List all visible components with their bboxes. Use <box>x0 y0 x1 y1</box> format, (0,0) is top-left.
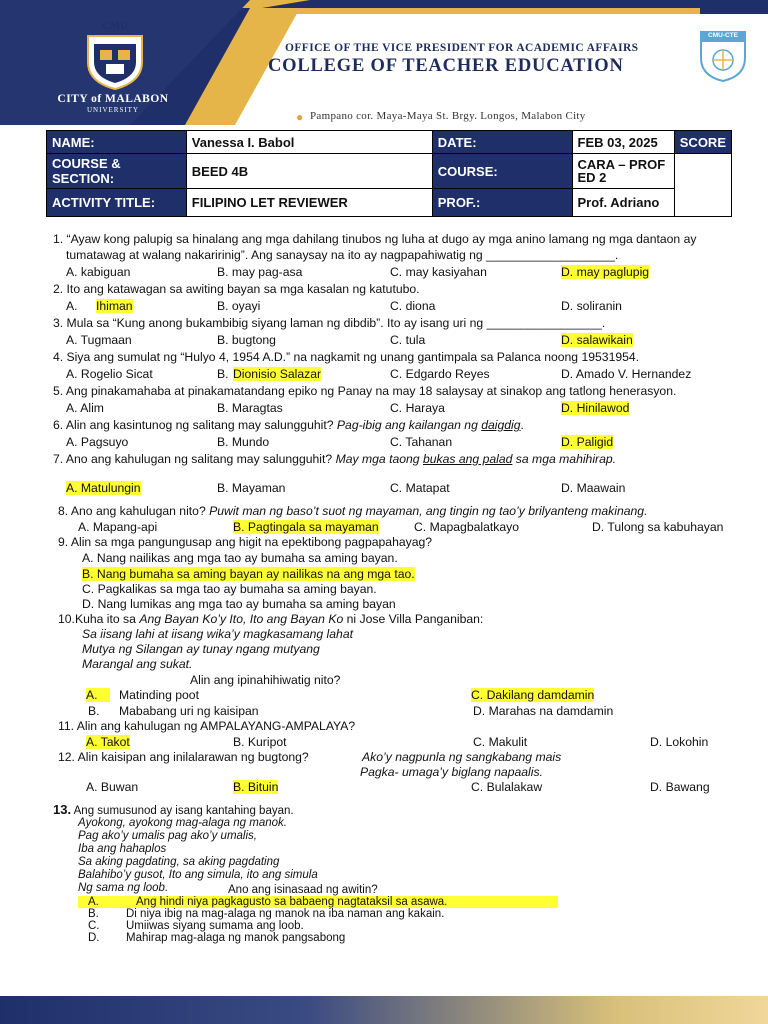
q7-prompt: 7. Ano ang kahulugan ng salitang may salungguhit? <box>53 452 336 466</box>
activity-title-label: ACTIVITY TITLE: <box>47 189 187 217</box>
college-title: COLLEGE OF TEACHER EDUCATION <box>268 56 624 76</box>
q13-option-c-letter: C. <box>88 920 100 932</box>
q1-option-b: B. may pag-asa <box>217 265 303 279</box>
q10-verse-line-2: Mutya ng Silangan ay tunay ngang mutyang <box>82 642 320 656</box>
q13-song-line-1: Ayokong, ayokong mag-alaga ng manok. <box>78 817 287 829</box>
student-info-table <box>46 130 732 217</box>
question-4-text: 4. Siya ang sumulat ng “Hulyo 4, 1954 A.D.” na nagkamit ng unang gantimpala sa Palanca noong 19531954. <box>53 350 640 364</box>
question-13-text <box>53 803 294 818</box>
q10-option-d: D. Marahas na damdamin <box>473 704 614 718</box>
q13-option-d: Mahirap mag-alaga ng manok pangsabong <box>126 932 346 944</box>
q2-option-c: C. diona <box>390 299 436 313</box>
course-value: CARA – PROF ED 2 <box>572 154 674 189</box>
question-11-text: 11. Alin ang kahulugan ng AMPALAYANG-AMPALAYA? <box>58 719 356 733</box>
q13-option-a-text: Ang hindi niya pagkagusto sa babaeng nagtataksil sa asawa. <box>136 896 448 908</box>
question-6-text: 6. Alin ang kasintunog ng salitang may salungguhit? Pag-ibig ang kailangan ng daigdig. <box>53 418 524 432</box>
q6-sentence: Pag-ibig ang kailangan ng <box>336 418 482 432</box>
q13-song-line-5: Balahibo’y gusot, Ito ang simula, ito ang simula <box>78 869 318 881</box>
q13-option-a-letter: A. <box>88 896 99 908</box>
q13-question: Ano ang isinasaad ng awitin? <box>228 884 378 896</box>
date-label: DATE: <box>432 131 572 154</box>
q8-prompt: 8. Ano ang kahulugan nito? <box>58 504 210 518</box>
q10-question: Alin ang ipinahihiwatig nito? <box>190 673 341 687</box>
q9-option-b-answer: B. Nang bumaha sa aming bayan ay nailikas na ang mga tao. <box>82 567 415 581</box>
q8-option-c: C. Mapagbalatkayo <box>414 520 520 534</box>
q7-option-b: B. Mayaman <box>217 481 286 495</box>
q12-option-a: A. Buwan <box>86 780 139 794</box>
question-3-text: 3. Mula sa “Kung anong bukambibig siyang laman ng dibdib”. Ito ay isang uri ng _________________. <box>53 316 606 330</box>
question-7-text <box>53 452 616 466</box>
university-name: CITY of MALABON <box>57 93 169 105</box>
q11-option-c: C. Makulit <box>473 735 528 749</box>
question-5-text: 5. Ang pinakamahaba at pinakamatandang epiko ng Panay na may 18 salaysay at sinakop ang tatlong henerasyon. <box>53 384 677 398</box>
prof-value: Prof. Adriano <box>572 189 674 217</box>
office-title: OFFICE OF THE VICE PRESIDENT FOR ACADEMIC AFFAIRS <box>285 42 639 54</box>
date-value: FEB 03, 2025 <box>572 131 674 154</box>
question-1-text-line1: 1. “Ayaw kong palupig sa hinalang ang mga dahilang tinubos ng luha at dugo ay mga anino lamang ng mga dantaon ay <box>53 232 697 246</box>
q2-option-a-answer: Ihiman <box>96 299 133 313</box>
q13-option-a-answer <box>78 896 558 908</box>
q12-riddle-line-2: Pagka- umaga’y biglang napaalis. <box>360 765 543 779</box>
question-9-text: 9. Alin sa mga pangungusap ang higit na epektibong pagpapahayag? <box>58 535 433 549</box>
q11-option-d: D. Lokohin <box>650 735 709 749</box>
q8-saying: Puwit man ng baso’t suot ng mayaman, ang tingin ng tao’y brilyanteng makinang. <box>209 504 648 518</box>
q7-sentence-start: May mga taong <box>335 452 423 466</box>
q7-underlined-phrase: bukas ang palad <box>422 452 513 466</box>
q7-option-a-answer: A. Matulungin <box>66 481 141 495</box>
q6-option-b: B. Mundo <box>217 435 270 449</box>
q10-author: ni Jose Villa Panganiban: <box>343 612 484 626</box>
q7-option-c: C. Matapat <box>390 481 450 495</box>
q3-option-a: A. Tugmaan <box>66 333 132 347</box>
q5-option-d-answer: D. Hinilawod <box>561 401 630 415</box>
university-logo <box>86 22 144 90</box>
q12-option-b-answer: B. Bituin <box>233 780 279 794</box>
letterhead <box>0 0 768 125</box>
q3-option-c: C. tula <box>390 333 426 347</box>
q4-option-c: C. Edgardo Reyes <box>390 367 490 381</box>
q1-option-a: A. kabiguan <box>66 265 131 279</box>
q12-option-d: D. Bawang <box>650 780 710 794</box>
q13-option-b: Di niya ibig na mag-alaga ng manok na iba naman ang kakain. <box>126 908 445 920</box>
score-label: SCORE <box>674 131 731 154</box>
q10-option-a-letter: A. <box>86 688 110 702</box>
course-label: COURSE: <box>432 154 572 189</box>
q11-option-a-answer: A. Takot <box>86 735 130 749</box>
q3-option-d-answer: D. salawikain <box>561 333 633 347</box>
location-pin-icon: ● <box>296 110 304 124</box>
q10-song-title: Ang Bayan Ko’y Ito, Ito ang Bayan Ko <box>139 612 344 626</box>
address: Pampano cor. Maya-Maya St. Brgy. Longos, Malabon City <box>310 110 586 122</box>
q8-option-b-answer: B. Pagtingala sa mayaman <box>233 520 379 534</box>
q9-option-a: A. Nang nailikas ang mga tao ay bumaha sa aming bayan. <box>82 551 398 565</box>
q10-option-c-answer: C. Dakilang damdamin <box>471 688 595 702</box>
q7-sentence-end: sa mga mahihirap. <box>512 452 617 466</box>
course-section-label: COURSE & SECTION: <box>47 154 187 189</box>
q12-option-c: C. Bulalakaw <box>471 780 543 794</box>
course-section-value: BEED 4B <box>186 154 432 189</box>
question-8-text <box>58 504 647 518</box>
q5-option-b: B. Maragtas <box>217 401 283 415</box>
q7-option-d: D. Maawain <box>561 481 626 495</box>
q4-option-b-letter: B. <box>217 367 229 381</box>
q13-song-line-3: Iba ang hahaplos <box>78 843 167 855</box>
prof-label: PROF.: <box>432 189 572 217</box>
q13-song-line-6: Ng sama ng loob. <box>78 882 169 894</box>
q10-option-b-letter: B. <box>88 704 100 718</box>
q8-option-d: D. Tulong sa kabuhayan <box>592 520 724 534</box>
q9-option-c: C. Pagkalikas sa mga tao ay bumaha sa aming bayan. <box>82 582 377 596</box>
q10-option-a: Matinding poot <box>119 688 199 702</box>
q2-option-d: D. soliranin <box>561 299 622 313</box>
q6-option-d-answer: D. Paligid <box>561 435 614 449</box>
q6-underlined-word: daigdig <box>481 418 521 432</box>
q6-option-c: C. Tahanan <box>390 435 453 449</box>
question-12-text: 12. Alin kaisipan ang inilalarawan ng bugtong? <box>58 750 309 764</box>
q4-option-d: D. Amado V. Hernandez <box>561 367 692 381</box>
q5-option-a: A. Alim <box>66 401 104 415</box>
university-subtitle: UNIVERSITY <box>87 106 139 114</box>
q10-prompt: 10.Kuha ito sa <box>58 612 140 626</box>
activity-title-value: FILIPINO LET REVIEWER <box>186 189 432 217</box>
q13-option-b-letter: B. <box>88 908 99 920</box>
q9-option-d: D. Nang lumikas ang mga tao ay bumaha sa aming bayan <box>82 597 396 611</box>
name-label: NAME: <box>47 131 187 154</box>
q4-option-a: A. Rogelio Sicat <box>66 367 153 381</box>
score-box <box>674 154 731 217</box>
q10-verse-line-1: Sa iisang lahi at iisang wika’y magkasamang lahat <box>82 627 353 641</box>
q2-option-b: B. oyayi <box>217 299 261 313</box>
name-value: Vanessa I. Babol <box>186 131 432 154</box>
college-seal <box>699 30 747 82</box>
q10-option-b: Mababang uri ng kaisipan <box>119 704 259 718</box>
q4-option-b-answer: Dionisio Salazar <box>233 367 322 381</box>
question-10-text <box>58 612 483 626</box>
seal-text: CMU-CTE <box>708 32 738 39</box>
logo-acronym: CMU <box>101 20 129 32</box>
question-1-text-line2: tumatawag at walang nakaririnig”. Ang sanaysay na ito ay nagpapahiwatig ng ___________________. <box>66 248 619 262</box>
q3-option-b: B. bugtong <box>217 333 276 347</box>
q1-option-c: C. may kasiyahan <box>390 265 487 279</box>
q13-song-line-2: Pag ako’y umalis pag ako’y umalis, <box>78 830 257 842</box>
q13-option-d-letter: D. <box>88 932 100 944</box>
q13-prompt: Ang sumusunod ay isang kantahing bayan. <box>71 805 294 817</box>
q5-option-c: C. Haraya <box>390 401 445 415</box>
question-2-text: 2. Ito ang katawagan sa awiting bayan sa mga kasalan ng katutubo. <box>53 282 420 296</box>
q13-number: 13. <box>53 802 72 817</box>
q6-option-a: A. Pagsuyo <box>66 435 129 449</box>
q1-option-d-answer: D. may paglupig <box>561 265 650 279</box>
q2-option-a-letter: A. <box>66 299 78 313</box>
q13-option-c: Umiiwas siyang sumama ang loob. <box>126 920 304 932</box>
q6-prompt: 6. Alin ang kasintunog ng salitang may salungguhit? <box>53 418 337 432</box>
q12-riddle-line-1: Ako’y nagpunla ng sangkabang mais <box>362 750 562 764</box>
q11-option-b: B. Kuripot <box>233 735 287 749</box>
q13-song-line-4: Sa aking pagdating, sa aking pagdating <box>78 856 280 868</box>
q10-verse-line-3: Marangal ang sukat. <box>82 657 193 671</box>
footer-bar <box>0 996 768 1024</box>
q8-option-a: A. Mapang-api <box>78 520 158 534</box>
